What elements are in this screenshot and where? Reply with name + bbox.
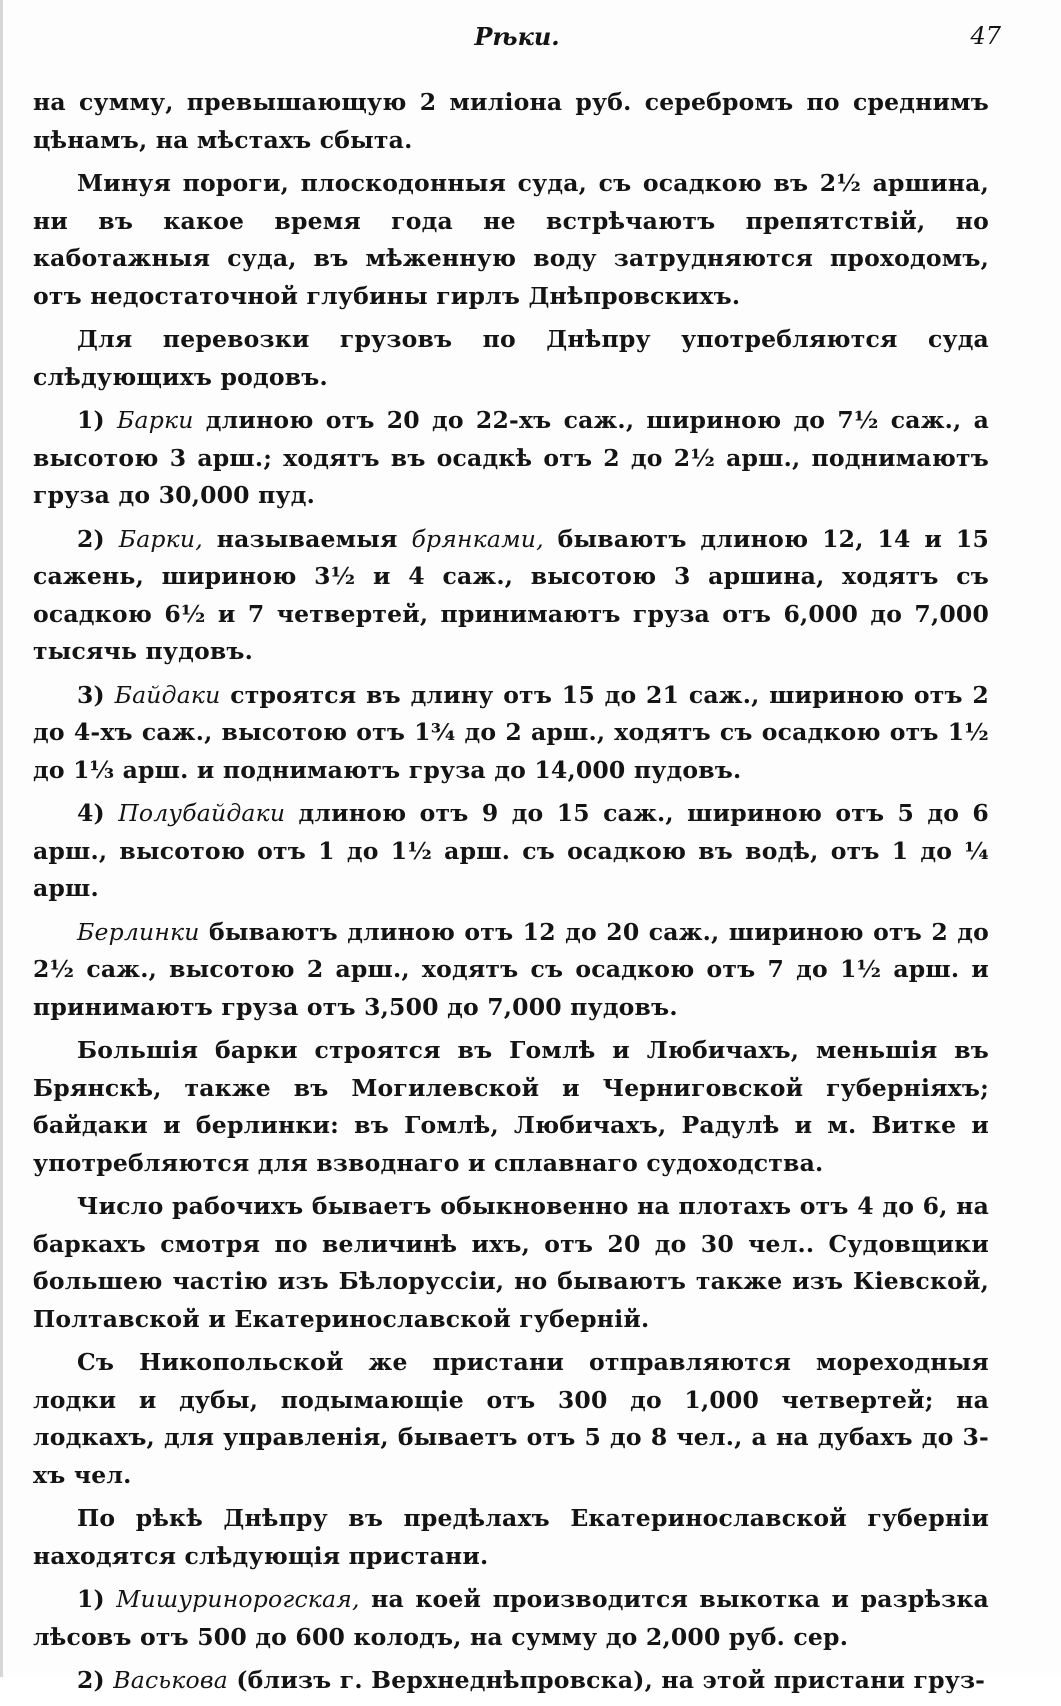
paragraph	[33, 402, 989, 515]
body-text	[33, 84, 989, 1706]
italic-term: Васькова	[113, 1666, 228, 1694]
paragraph	[33, 914, 989, 1027]
italic-term: Берлинки	[77, 917, 200, 946]
italic-term: Байдаки	[114, 680, 221, 709]
paragraph-text: бываютъ длиною 12, 14 и 15 сажень, шириною 3½ и 4 саж., высотою 3 аршина, ходятъ съ осадкою 6½ и 7 четвертей, принимаютъ груза отъ 6,000 до 7,000 тысячь пудовъ.	[33, 524, 989, 665]
paragraph	[33, 165, 989, 315]
paragraph-text: длиною отъ 20 до 22-хъ саж., шириною до 7½ саж., а высотою 3 арш.; ходятъ въ осадкѣ отъ 2 до 2½ арш., поднимаютъ груза до 30,000 пуд.	[33, 406, 989, 509]
paragraph	[33, 1188, 989, 1338]
paragraph	[33, 521, 989, 671]
paragraph-text: Большія барки строятся въ Гомлѣ и Любичахъ, меньшія въ Брянскѣ, также въ Могилевской и Черниговской губерніяхъ; байдаки и берлинки: въ Гомлѣ, Любичахъ, Радулѣ и м. Витке и употребляются для взводнаго и сплавнаго судоходства.	[33, 1036, 989, 1177]
paragraph	[33, 1581, 989, 1656]
paragraph	[33, 677, 989, 790]
italic-term: Барки,	[118, 524, 203, 553]
italic-term: Барки	[117, 406, 194, 434]
paragraph-text: называемыя	[202, 524, 412, 553]
paragraph-text: длиною отъ 9 до 15 саж., шириною отъ 5 до 6 арш., высотою отъ 1 до 1½ арш. съ осадкою въ водѣ, отъ 1 до ¼ арш.	[33, 799, 989, 902]
paragraph	[33, 1032, 989, 1182]
paragraph-text: 1)	[77, 406, 118, 434]
running-title: Рѣки.	[474, 22, 560, 51]
paragraph-text: бываютъ длиною отъ 12 до 20 саж., шириною отъ 2 до 2½ саж., высотою 2 арш., ходятъ съ осадкою отъ 7 до 1½ арш. и принимаютъ груза отъ 3,500 до 7,000 пудовъ.	[33, 917, 989, 1021]
paragraph-text: 2)	[77, 524, 119, 553]
paragraph-text: По рѣкѣ Днѣпру въ предѣлахъ Екатеринославской губерніи находятся слѣдующія пристани.	[33, 1504, 989, 1570]
paragraph-text: на коей производится выкотка и разрѣзка лѣсовъ отъ 500 до 600 колодъ, на сумму до 2,000 руб. сер.	[33, 1585, 989, 1651]
paragraph-text: Число рабочихъ бываетъ обыкновенно на плотахъ отъ 4 до 6, на баркахъ смотря по величинѣ ихъ, отъ 20 до 30 чел.. Судовщики большею частію изъ Бѣлоруссіи, но бываютъ также изъ Кіевской, Полтавской и Екатеринославской губерній.	[33, 1192, 989, 1333]
paragraph	[33, 84, 989, 159]
paragraph	[33, 795, 989, 908]
page-header	[33, 22, 1001, 62]
paragraph-text: Съ Никопольской же пристани отправляются мореходныя лодки и дубы, подымающіе отъ 300 до 1,000 четвертей; на лодкахъ, для управленія, бываетъ отъ 5 до 8 чел., а на дубахъ до 3-хъ чел.	[33, 1348, 989, 1489]
paragraph-text: 4)	[77, 799, 119, 827]
paragraph-text: 2)	[77, 1666, 114, 1694]
paragraph	[33, 1662, 989, 1700]
paragraph-text: 1)	[77, 1585, 117, 1613]
paragraph	[33, 321, 989, 396]
paragraph	[33, 1344, 989, 1494]
italic-term: Мишуринорогская,	[116, 1585, 360, 1613]
italic-term: Полубайдаки	[118, 799, 286, 827]
paragraph-text: 3)	[77, 680, 115, 709]
italic-term: брянками,	[411, 524, 544, 553]
paragraph-text: Минуя пороги, плоскодонныя суда, съ осадкою въ 2½ аршина, ни въ какое время года не встрѣчаютъ препятствій, но каботажныя суда, въ мѣженную воду затрудняются проходомъ, отъ недостаточной глубины гирлъ Днѣпровскихъ.	[33, 169, 989, 310]
paragraph-text: Для перевозки грузовъ по Днѣпру употребляются суда слѣдующихъ родовъ.	[33, 325, 989, 391]
paragraph	[33, 1500, 989, 1575]
paragraph-text: на сумму, превышающую 2 миліона руб. серебромъ по среднимъ цѣнамъ, на мѣстахъ сбыта.	[33, 88, 989, 154]
paragraph-text: строятся въ длину отъ 15 до 21 саж., шириною отъ 2 до 4-хъ саж., высотою отъ 1¾ до 2 арш., ходятъ съ осадкою отъ 1½ до 1⅓ арш. и поднимаютъ груза до 14,000 пудовъ.	[33, 680, 989, 784]
page-number: 47	[970, 22, 1001, 50]
paragraph-text: (близъ г. Верхнеднѣпровска), на этой пристани груз-	[227, 1666, 986, 1694]
